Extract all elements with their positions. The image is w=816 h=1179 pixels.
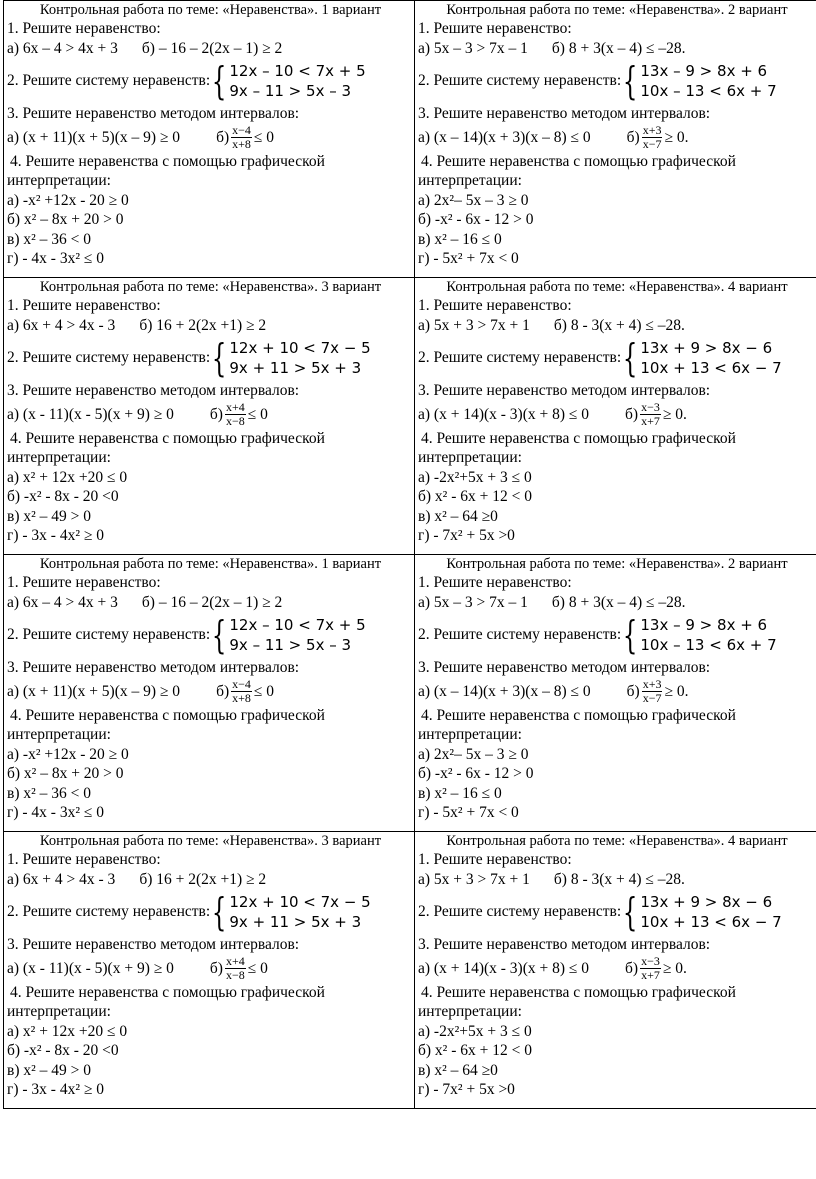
- system-line-2: 9x – 11 > 5x – 3: [229, 636, 352, 654]
- task-2: [418, 889, 816, 935]
- system-line-1: 12x – 10 < 7x + 5: [229, 62, 366, 80]
- task-3-heading: 3. Решите неравенство методом интервалов:: [418, 382, 711, 399]
- fraction-numerator: x−3: [641, 954, 660, 968]
- inequality-system: [210, 338, 371, 378]
- task-1-heading: 1. Решите неравенство:: [418, 851, 572, 868]
- variant-title: Контрольная работа по теме: «Неравенства». 3 вариант: [39, 279, 382, 295]
- task-3-heading: 3. Решите неравенство методом интервалов:: [7, 659, 300, 676]
- variant-cell: [4, 555, 415, 832]
- system-line-1: 13x – 9 > 8x + 6: [640, 616, 768, 634]
- variant-title: Контрольная работа по теме: «Неравенства». 3 вариант: [39, 833, 382, 849]
- task-1-items: [7, 870, 414, 890]
- system-line-2: 9x – 11 > 5x – 3: [229, 82, 352, 100]
- task-2-heading: 2. Решите систему неравенств:: [418, 349, 622, 367]
- system-line-2: 9x + 11 > 5x + 3: [229, 913, 362, 931]
- task-1-items: [7, 316, 414, 336]
- variant-title: Контрольная работа по теме: «Неравенства». 4 вариант: [446, 279, 788, 295]
- task-4b: б) x² – 8x + 20 > 0: [7, 211, 124, 228]
- task-1-heading: 1. Решите неравенство:: [418, 574, 572, 591]
- fraction: [640, 955, 661, 982]
- task-4-heading: 4. Решите неравенства с помощью графической: [421, 429, 736, 447]
- task-4d: г) - 4x - 3x² ≤ 0: [7, 804, 104, 821]
- task-1b: б) – 16 – 2(2x – 1) ≥ 2: [141, 39, 283, 57]
- grid-row-4: [4, 832, 816, 1109]
- task-3b-sign: ≤ 0: [253, 682, 275, 700]
- task-1a: а) 6x – 4 > 4x + 3: [7, 39, 118, 57]
- task-3a: а) (x + 14)(x - 3)(x + 8) ≤ 0: [418, 405, 590, 423]
- task-2-heading: 2. Решите систему неравенств:: [7, 349, 211, 367]
- task-4a: а) x² + 12x +20 ≤ 0: [7, 468, 128, 486]
- task-1a: а) 6x + 4 > 4x - 3: [7, 870, 116, 888]
- task-4c: в) x² – 36 < 0: [7, 784, 91, 802]
- system-line-1: 12x – 10 < 7x + 5: [229, 616, 366, 634]
- task-3-items: [7, 124, 414, 152]
- task-4-heading-cont: интерпретации:: [418, 726, 522, 743]
- task-3b-sign: ≥ 0.: [664, 682, 689, 700]
- task-2: [418, 58, 816, 104]
- variant-content: [415, 555, 816, 823]
- task-4d: г) - 3x - 4x² ≥ 0: [7, 1081, 104, 1098]
- variant-cell: [4, 1, 415, 278]
- task-3-heading: 3. Решите неравенство методом интервалов:: [7, 105, 300, 122]
- task-4-heading: 4. Решите неравенства с помощью графической: [421, 152, 736, 170]
- task-1-items: [418, 870, 816, 890]
- fraction-denominator: x+7: [641, 414, 660, 428]
- task-4b: б) -x² - 6x - 12 > 0: [418, 765, 534, 782]
- task-3b-label: б): [625, 959, 639, 977]
- task-3-items: [7, 401, 414, 429]
- task-1b: б) 16 + 2(2x +1) ≥ 2: [139, 316, 267, 334]
- fraction-numerator: x+3: [642, 123, 662, 137]
- fraction-denominator: x−8: [225, 968, 245, 982]
- task-3-heading: 3. Решите неравенство методом интервалов:: [7, 936, 300, 953]
- task-3a: а) (x – 14)(x + 3)(x – 8) ≤ 0: [418, 682, 591, 700]
- task-4c: в) x² – 49 > 0: [7, 507, 91, 525]
- fraction: [642, 678, 663, 705]
- task-2: [7, 335, 414, 381]
- task-3-items: [418, 678, 816, 706]
- task-3-heading: 3. Решите неравенство методом интервалов:: [418, 105, 711, 122]
- task-4-heading-cont: интерпретации:: [418, 172, 522, 189]
- variants-grid: [3, 0, 816, 1109]
- variant-cell: [4, 832, 415, 1109]
- task-4d: г) - 7x² + 5x >0: [418, 527, 515, 544]
- fraction-numerator: x+4: [225, 954, 245, 968]
- task-2: [418, 612, 816, 658]
- task-4d: г) - 7x² + 5x >0: [418, 1081, 515, 1098]
- system-brace: {: [623, 890, 638, 934]
- task-4a: а) -x² +12x - 20 ≥ 0: [7, 191, 129, 209]
- task-3b-sign: ≥ 0.: [662, 959, 687, 977]
- task-4b: б) -x² - 6x - 12 > 0: [418, 211, 534, 228]
- system-line-1: 13x + 9 > 8x − 6: [640, 339, 773, 357]
- task-1a: а) 5x – 3 > 7x – 1: [418, 593, 528, 611]
- system-brace: {: [623, 336, 638, 380]
- system-brace: {: [212, 613, 227, 657]
- task-1b: б) 8 + 3(x – 4) ≤ –28.: [551, 593, 686, 611]
- task-3b-label: б): [626, 128, 640, 146]
- task-1a: а) 5x + 3 > 7x + 1: [418, 870, 530, 888]
- variant-cell: [415, 278, 816, 555]
- task-4b: б) x² - 6x + 12 < 0: [418, 488, 532, 505]
- task-2-heading: 2. Решите систему неравенств:: [7, 626, 211, 644]
- variant-title: Контрольная работа по теме: «Неравенства». 2 вариант: [446, 556, 788, 572]
- fraction-numerator: x−4: [232, 123, 251, 137]
- task-3-heading: 3. Решите неравенство методом интервалов:: [7, 382, 300, 399]
- task-4-heading: 4. Решите неравенства с помощью графической: [10, 706, 325, 724]
- task-1-heading: 1. Решите неравенство:: [7, 297, 161, 314]
- task-3a: а) (x - 11)(x - 5)(x + 9) ≥ 0: [7, 405, 174, 423]
- task-4b: б) x² - 6x + 12 < 0: [418, 1042, 532, 1059]
- task-2-heading: 2. Решите систему неравенств:: [7, 72, 211, 90]
- task-4d: г) - 5x² + 7x < 0: [418, 804, 519, 821]
- system-brace: {: [212, 336, 227, 380]
- task-4-heading: 4. Решите неравенства с помощью графической: [10, 429, 325, 447]
- task-3b-label: б): [625, 405, 639, 423]
- fraction-denominator: x+8: [232, 137, 251, 151]
- system-brace: {: [212, 890, 227, 934]
- task-3-heading: 3. Решите неравенство методом интервалов:: [418, 659, 711, 676]
- variant-cell: [415, 832, 816, 1109]
- variant-content: [415, 832, 816, 1100]
- task-4-heading: 4. Решите неравенства с помощью графической: [421, 706, 736, 724]
- task-4-heading-cont: интерпретации:: [7, 726, 111, 743]
- fraction: [225, 955, 246, 982]
- task-3-items: [7, 678, 414, 706]
- system-line-2: 9x + 11 > 5x + 3: [229, 359, 362, 377]
- task-1a: а) 6x + 4 > 4x - 3: [7, 316, 116, 334]
- task-4d: г) - 4x - 3x² ≤ 0: [7, 250, 104, 267]
- task-1b: б) – 16 – 2(2x – 1) ≥ 2: [141, 593, 283, 611]
- task-3a: а) (x + 14)(x - 3)(x + 8) ≤ 0: [418, 959, 590, 977]
- variant-cell: [415, 1, 816, 278]
- variant-content: [4, 1, 414, 269]
- task-2-heading: 2. Решите систему неравенств:: [418, 626, 622, 644]
- task-4c: в) x² – 36 < 0: [7, 230, 91, 248]
- task-3b-label: б): [209, 405, 223, 423]
- fraction-denominator: x−8: [225, 414, 245, 428]
- inequality-system: [621, 892, 782, 932]
- task-3-items: [418, 401, 816, 429]
- task-4-heading-cont: интерпретации:: [418, 1003, 522, 1020]
- task-3-items: [7, 955, 414, 983]
- fraction: [225, 401, 246, 428]
- task-1-items: [418, 316, 816, 336]
- fraction-denominator: x−7: [642, 691, 662, 705]
- task-4a: а) -x² +12x - 20 ≥ 0: [7, 745, 129, 763]
- task-4-heading: 4. Решите неравенства с помощью графической: [10, 983, 325, 1001]
- task-3b-sign: ≥ 0.: [662, 405, 687, 423]
- variant-title: Контрольная работа по теме: «Неравенства». 2 вариант: [446, 2, 788, 18]
- task-4a: а) x² + 12x +20 ≤ 0: [7, 1022, 128, 1040]
- task-1-heading: 1. Решите неравенство:: [7, 851, 161, 868]
- task-4a: а) -2x²+5x + 3 ≤ 0: [418, 468, 532, 486]
- task-1-items: [418, 39, 816, 59]
- task-1-heading: 1. Решите неравенство:: [7, 574, 161, 591]
- inequality-system: [621, 338, 782, 378]
- task-3b-label: б): [626, 682, 640, 700]
- task-4-heading-cont: интерпретации:: [7, 449, 111, 466]
- fraction-denominator: x+8: [232, 691, 251, 705]
- task-2-heading: 2. Решите систему неравенств:: [418, 903, 622, 921]
- task-4a: а) -2x²+5x + 3 ≤ 0: [418, 1022, 532, 1040]
- task-2: [418, 335, 816, 381]
- system-line-1: 12x + 10 < 7x − 5: [229, 893, 371, 911]
- inequality-system: [621, 615, 776, 655]
- task-1-items: [7, 593, 414, 613]
- variant-cell: [4, 278, 415, 555]
- variant-content: [4, 832, 414, 1100]
- task-4-heading: 4. Решите неравенства с помощью графической: [10, 152, 325, 170]
- task-3b-label: б): [209, 959, 223, 977]
- task-4c: в) x² – 16 ≤ 0: [418, 230, 502, 248]
- task-4c: в) x² – 64 ≥0: [418, 1061, 498, 1079]
- task-4a: а) 2x²– 5x – 3 ≥ 0: [418, 745, 529, 763]
- task-2: [7, 58, 414, 104]
- task-1b: б) 8 + 3(x – 4) ≤ –28.: [551, 39, 686, 57]
- task-4-heading-cont: интерпретации:: [418, 449, 522, 466]
- inequality-system: [210, 892, 371, 932]
- task-3b-sign: ≤ 0: [247, 959, 268, 977]
- task-3a: а) (x – 14)(x + 3)(x – 8) ≤ 0: [418, 128, 591, 146]
- variant-content: [415, 278, 816, 546]
- variant-cell: [415, 555, 816, 832]
- inequality-system: [210, 61, 365, 101]
- grid-row-3: [4, 555, 816, 832]
- grid-row-1: [4, 1, 816, 278]
- variant-content: [4, 278, 414, 546]
- task-4c: в) x² – 64 ≥0: [418, 507, 498, 525]
- task-4c: в) x² – 49 > 0: [7, 1061, 91, 1079]
- variant-title: Контрольная работа по теме: «Неравенства». 4 вариант: [446, 833, 788, 849]
- fraction: [640, 401, 661, 428]
- task-4d: г) - 3x - 4x² ≥ 0: [7, 527, 104, 544]
- task-1-items: [7, 39, 414, 59]
- task-3-items: [418, 124, 816, 152]
- task-1a: а) 5x – 3 > 7x – 1: [418, 39, 528, 57]
- variant-title: Контрольная работа по теме: «Неравенства». 1 вариант: [39, 2, 382, 18]
- inequality-system: [210, 615, 365, 655]
- variant-title: Контрольная работа по теме: «Неравенства». 1 вариант: [39, 556, 382, 572]
- task-1a: а) 5x + 3 > 7x + 1: [418, 316, 530, 334]
- task-1a: а) 6x – 4 > 4x + 3: [7, 593, 118, 611]
- variant-content: [4, 555, 414, 823]
- task-3a: а) (x + 11)(x + 5)(x – 9) ≥ 0: [7, 128, 181, 146]
- task-2-heading: 2. Решите систему неравенств:: [418, 72, 622, 90]
- fraction-numerator: x+4: [225, 400, 245, 414]
- task-3-heading: 3. Решите неравенство методом интервалов:: [418, 936, 711, 953]
- task-1b: б) 16 + 2(2x +1) ≥ 2: [139, 870, 267, 888]
- task-3b-label: б): [216, 128, 230, 146]
- fraction-numerator: x+3: [642, 677, 662, 691]
- task-3-items: [418, 955, 816, 983]
- task-4b: б) -x² - 8x - 20 <0: [7, 1042, 119, 1059]
- system-brace: {: [623, 613, 638, 657]
- task-4b: б) x² – 8x + 20 > 0: [7, 765, 124, 782]
- inequality-system: [621, 61, 776, 101]
- grid-row-2: [4, 278, 816, 555]
- fraction-numerator: x−4: [232, 677, 251, 691]
- task-4-heading-cont: интерпретации:: [7, 1003, 111, 1020]
- task-4a: а) 2x²– 5x – 3 ≥ 0: [418, 191, 529, 209]
- system-line-1: 12x + 10 < 7x − 5: [229, 339, 371, 357]
- fraction-denominator: x−7: [642, 137, 662, 151]
- task-2-heading: 2. Решите систему неравенств:: [7, 903, 211, 921]
- variant-content: [415, 1, 816, 269]
- task-2: [7, 889, 414, 935]
- task-3b-label: б): [216, 682, 230, 700]
- system-line-1: 13x – 9 > 8x + 6: [640, 62, 768, 80]
- task-3b-sign: ≥ 0.: [664, 128, 689, 146]
- task-4c: в) x² – 16 ≤ 0: [418, 784, 502, 802]
- task-3a: а) (x - 11)(x - 5)(x + 9) ≥ 0: [7, 959, 174, 977]
- fraction: [642, 124, 663, 151]
- task-4b: б) -x² - 8x - 20 <0: [7, 488, 119, 505]
- fraction: [231, 678, 252, 705]
- system-line-2: 10x + 13 < 6x − 7: [640, 913, 782, 931]
- task-1-heading: 1. Решите неравенство:: [418, 297, 572, 314]
- system-line-1: 13x + 9 > 8x − 6: [640, 893, 773, 911]
- task-4d: г) - 5x² + 7x < 0: [418, 250, 519, 267]
- task-1-items: [418, 593, 816, 613]
- task-4-heading: 4. Решите неравенства с помощью графической: [421, 983, 736, 1001]
- task-1-heading: 1. Решите неравенство:: [418, 20, 572, 37]
- task-3b-sign: ≤ 0: [247, 405, 268, 423]
- fraction-denominator: x+7: [641, 968, 660, 982]
- system-brace: {: [623, 59, 638, 103]
- task-1b: б) 8 - 3(x + 4) ≤ –28.: [553, 870, 685, 888]
- system-line-2: 10x – 13 < 6x + 7: [640, 82, 777, 100]
- fraction-numerator: x−3: [641, 400, 660, 414]
- system-line-2: 10x + 13 < 6x − 7: [640, 359, 782, 377]
- task-1-heading: 1. Решите неравенство:: [7, 20, 161, 37]
- system-brace: {: [212, 59, 227, 103]
- system-line-2: 10x – 13 < 6x + 7: [640, 636, 777, 654]
- task-4-heading-cont: интерпретации:: [7, 172, 111, 189]
- task-1b: б) 8 - 3(x + 4) ≤ –28.: [553, 316, 685, 334]
- task-3b-sign: ≤ 0: [253, 128, 275, 146]
- task-3a: а) (x + 11)(x + 5)(x – 9) ≥ 0: [7, 682, 181, 700]
- task-2: [7, 612, 414, 658]
- fraction: [231, 124, 252, 151]
